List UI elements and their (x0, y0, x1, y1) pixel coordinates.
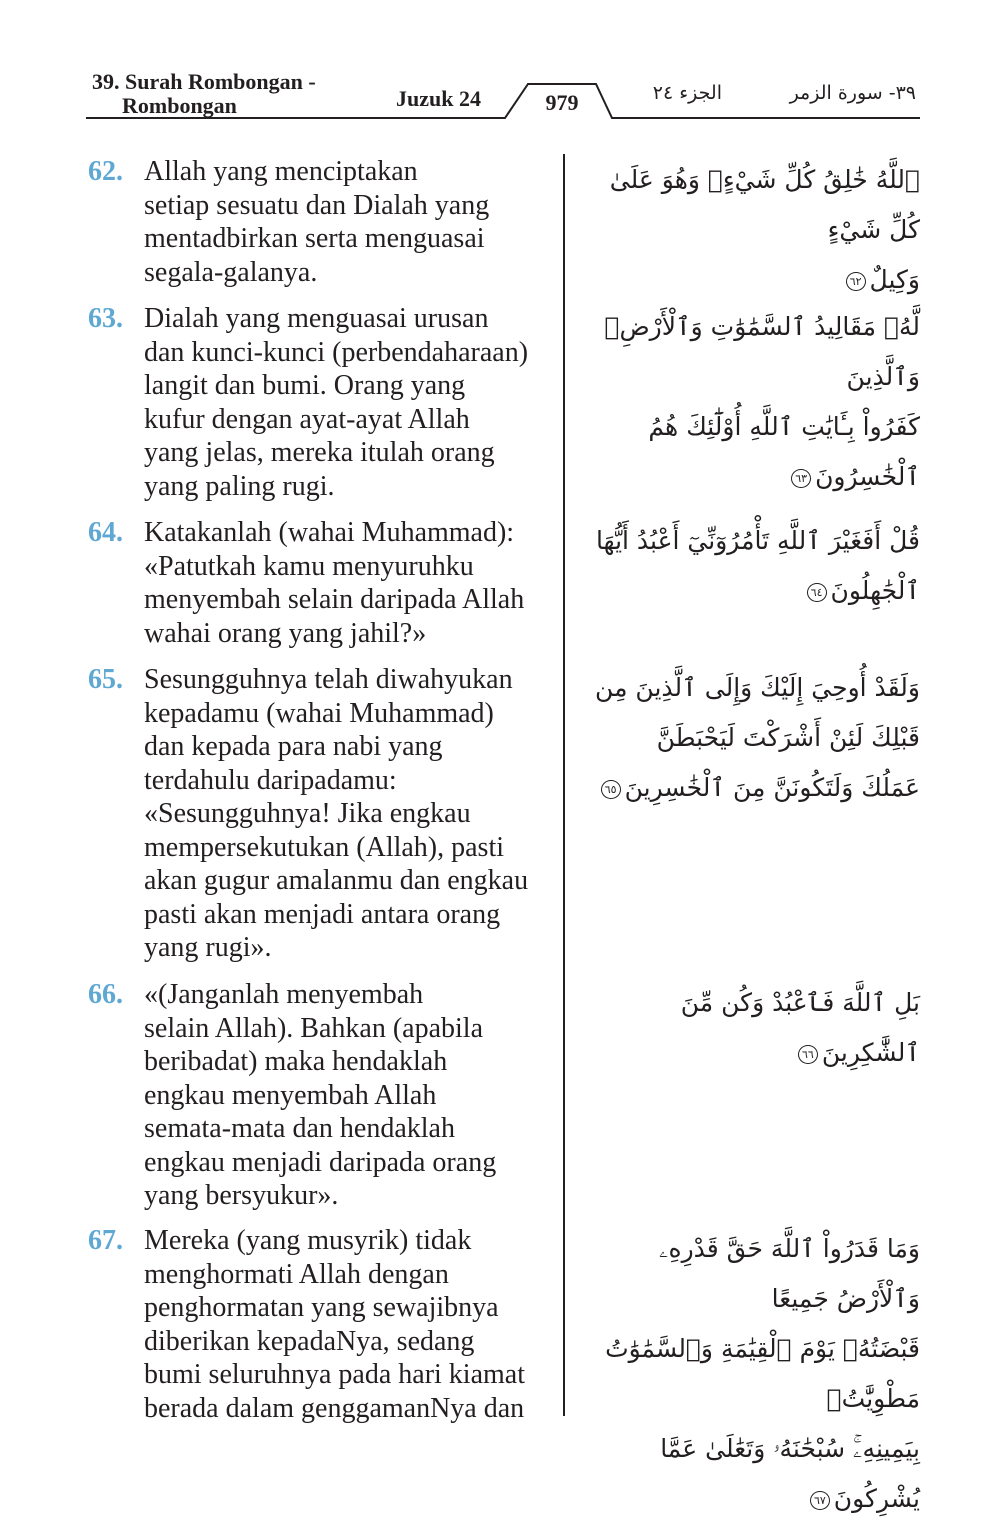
juz-label: Juzuk 24 (396, 86, 481, 111)
verse-arabic (578, 155, 920, 305)
verse-end-marker: ٦٥ (601, 780, 621, 799)
arabic-text: بَلِ ٱللَّهَ فَٱعْبُدْ وَكُن مِّنَ ٱلشَّٰكِرِينَ (680, 988, 920, 1067)
arabic-text: لَّهُۥ مَقَالِيدُ ٱلسَّمَٰوَٰتِ وَٱلْأَرْضِۗ وَٱلَّذِينَ كَفَرُواْ بِـَٔايَٰتِ ٱللَّهِ أُوْلَٰٓئِكَ هُمُ ٱلْخَٰسِرُونَ (604, 312, 920, 491)
verse-arabic (578, 516, 920, 616)
arabic-surah-title: ٣٩- سورة الزمر (789, 82, 916, 104)
arabic-text: قُلْ أَفَغَيْرَ ٱللَّهِ تَأْمُرُوٓنِّيٓ أَعْبُدُ أَيُّهَا ٱلْجَٰهِلُونَ (595, 526, 920, 605)
surah-title-line1: 39. Surah Rombongan - (92, 69, 316, 94)
page-number: 979 (545, 90, 579, 115)
verse-end-marker: ٦٧ (810, 1491, 830, 1510)
verse-number: 66. (88, 979, 123, 1010)
verse-translation: «(Janganlah menyembah selain Allah). Bahkan (apabila beribadat) maka hendaklah engkau menyembah Allah semata-mata dan hendaklah engkau menjadi daripada orang yang bersyukur». (144, 979, 497, 1211)
verse-arabic (578, 663, 920, 813)
verse-end-marker: ٦٤ (807, 583, 827, 602)
arabic-juz-label: الجزء ٢٤ (652, 82, 722, 104)
verse-arabic (578, 978, 920, 1078)
column-divider (563, 154, 565, 1416)
verse-translation: Allah yang menciptakan setiap sesuatu dan Dialah yang mentadbirkan serta menguasai segala-galanya. (144, 156, 490, 288)
verse-end-marker: ٦٣ (791, 469, 811, 488)
verse-number: 67. (88, 1225, 123, 1256)
arabic-text: ٱللَّهُ خَٰلِقُ كُلِّ شَيْءٍۖ وَهُوَ عَلَىٰ كُلِّ شَيْءٍ وَكِيلٌ (609, 165, 920, 294)
verse-end-marker: ٦٢ (846, 272, 866, 291)
verse-translation: Mereka (yang musyrik) tidak menghormati Allah dengan penghormatan yang sewajibnya diberikan kepadaNya, sedang bumi seluruhnya pada hari kiamat berada dalam genggamanNya dan (144, 1225, 525, 1424)
surah-title-line2: Rombongan (122, 93, 237, 118)
verse-translation: Dialah yang menguasai urusan dan kunci-kunci (perbendaharaan) langit dan bumi. Orang yang kufur dengan ayat-ayat Allah yang jelas, mereka itulah orang yang paling rugi. (144, 303, 529, 502)
verse-number: 63. (88, 303, 123, 334)
arabic-text: وَمَا قَدَرُواْ ٱللَّهَ حَقَّ قَدْرِهِۦ وَٱلْأَرْضُ جَمِيعًا قَبْضَتُهُۥ يَوْمَ ٱلْقِيَٰمَةِ وَٱلسَّمَٰوَٰتُ مَطْوِيَّٰتُۢ بِيَمِينِهِۦۚ سُبْحَٰنَهُۥ وَتَعَٰلَىٰ عَمَّا يُشْرِكُونَ (605, 1234, 920, 1513)
verse-number: 65. (88, 664, 123, 695)
header-rule (0, 0, 1000, 130)
verse-arabic (578, 1224, 920, 1524)
verse-number: 64. (88, 517, 123, 548)
verse-arabic (578, 302, 920, 502)
verse-translation: Katakanlah (wahai Muhammad): «Patutkah kamu menyuruhku menyembah selain daripada Allah wahai orang yang jahil?» (144, 517, 525, 649)
verse-translation: Sesungguhnya telah diwahyukan kepadamu (wahai Muhammad) dan kepada para nabi yang terdahulu daripadamu: «Sesungguhnya! Jika engkau mempersekutukan (Allah), pasti akan gugur amalanmu dan engkau pasti akan menjadi antara orang yang rugi». (144, 664, 529, 963)
arabic-text: وَلَقَدْ أُوحِيَ إِلَيْكَ وَإِلَى ٱلَّذِينَ مِن قَبْلِكَ لَئِنْ أَشْرَكْتَ لَيَحْبَطَنَّ عَمَلُكَ وَلَتَكُونَنَّ مِنَ ٱلْخَٰسِرِينَ (595, 673, 920, 802)
verse-number: 62. (88, 156, 123, 187)
verse-end-marker: ٦٦ (798, 1045, 818, 1064)
